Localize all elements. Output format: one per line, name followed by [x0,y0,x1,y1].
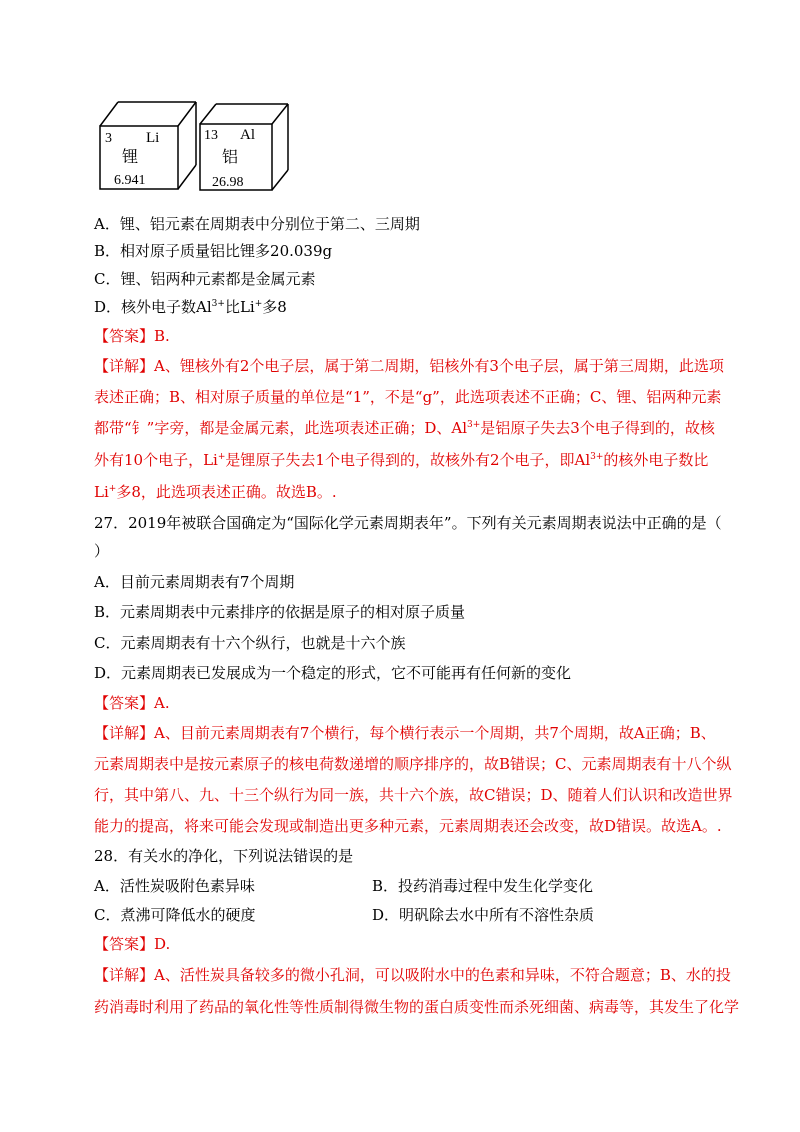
li-atomic-number: 3 [105,131,112,146]
q26-detail-5-post: 多8，此选项表述正确。故选B。. [116,483,337,501]
li-symbol: Li [146,130,160,146]
q27-option-d: D．元素周期表已发展成为一个稳定的形式，它不可能再有任何新的变化 [94,664,572,682]
q26-detail-4-pre: 外有10个电子，Li [94,451,218,469]
q26-detail-4-sup: + [217,452,226,462]
li-mass: 6.941 [114,173,146,188]
q27-stem-line-1: 27．2019年被联合国确定为“国际化学元素周期表年”。下列有关元素周期表说法中正确的是（ [94,514,722,532]
q26-option-d [94,297,714,317]
al-mass: 26.98 [212,175,244,190]
al-atomic-number: 13 [204,128,218,143]
q26-d-sup1: 3+ [211,299,225,309]
q28-option-b: B．投药消毒过程中发生化学变化 [372,877,594,895]
q26-detail-4-mid: 是锂原子失去1个电子得到的，故核外有2个电子，即Al [225,451,591,469]
q28-detail-line-1: 【详解】A、活性炭具备较多的微小孔洞，可以吸附水中的色素和异味，不符合题意；B、水的投 [94,966,731,984]
q26-d-mid: 比Li [224,298,255,316]
element-tiles-svg [94,96,304,196]
q26-option-b: B．相对原子质量铝比锂多20.039g [94,242,333,260]
q26-detail-line-4 [94,450,714,470]
q26-detail-3-pre: 都带“钅”字旁，都是金属元素，此选项表述正确；D、Al [94,419,467,437]
q28-option-a: A．活性炭吸附色素异味 [94,877,255,895]
q26-detail-3-sup: 3+ [467,420,481,430]
li-name: 锂 [122,149,139,166]
q26-detail-5-pre: Li [94,483,109,501]
q26-detail-4-post: 的核外电子数比 [603,451,709,469]
q26-detail-line-5 [94,482,714,502]
q26-d-sup2: + [254,299,263,309]
q26-detail-line-2: 表述正确；B、相对原子质量的单位是“1”，不是“g”，此选项表述不正确；C、锂、铝两种元素 [94,388,722,406]
q26-detail-5-sup: + [108,484,117,494]
q27-option-b: B．元素周期表中元素排序的依据是原子的相对原子质量 [94,603,466,621]
q26-option-a: A．锂、铝元素在周期表中分别位于第二、三周期 [94,215,420,233]
q26-detail-4-sup2: 3+ [590,452,604,462]
q28-answer: 【答案】D. [94,935,171,953]
q28-detail-line-2: 药消毒时利用了药品的氧化性等性质制得微生物的蛋白质变性而杀死细菌、病毒等，其发生了化学 [94,998,740,1016]
q27-detail-line-3: 行，其中第八、九、十三个纵行为同一族，共十六个族，故C错误；D、随着人们认识和改造世界 [94,786,733,804]
q28-option-c: C．煮沸可降低水的硬度 [94,906,256,924]
q27-answer: 【答案】A. [94,694,170,712]
q26-detail-line-3 [94,418,714,438]
al-name: 铝 [222,149,239,166]
q27-detail-line-2: 元素周期表中是按元素原子的核电荷数递增的顺序排序的，故B错误；C、元素周期表有十八个纵 [94,755,732,773]
q27-option-a: A．目前元素周期表有7个周期 [94,573,295,591]
q27-detail-line-1: 【详解】A、目前元素周期表有7个横行，每个横行表示一个周期，共7个周期，故A正确；B、 [94,724,716,742]
q27-detail-line-4: 能力的提高，将来可能会发现或制造出更多种元素，元素周期表还会改变，故D错误。故选A。. [94,817,722,835]
q26-d-post: 多8 [262,298,287,316]
q26-detail-3-post: 是铝原子失去3个电子得到的，故核 [480,419,715,437]
q26-detail-line-1: 【详解】A、锂核外有2个电子层，属于第二周期，铝核外有3个电子层，属于第三周期，此选项 [94,357,724,375]
q26-d-pre: D．核外电子数Al [94,298,212,316]
q28-option-d: D．明矾除去水中所有不溶性杂质 [372,906,595,924]
q27-stem-line-2: ） [94,542,110,560]
q27-option-c: C．元素周期表有十六个纵行，也就是十六个族 [94,634,406,652]
q26-option-c: C．锂、铝两种元素都是金属元素 [94,270,316,288]
q28-stem: 28．有关水的净化，下列说法错误的是 [94,847,354,865]
al-symbol: Al [240,127,255,143]
element-tiles-figure [94,96,304,196]
q26-answer: 【答案】B. [94,327,170,345]
